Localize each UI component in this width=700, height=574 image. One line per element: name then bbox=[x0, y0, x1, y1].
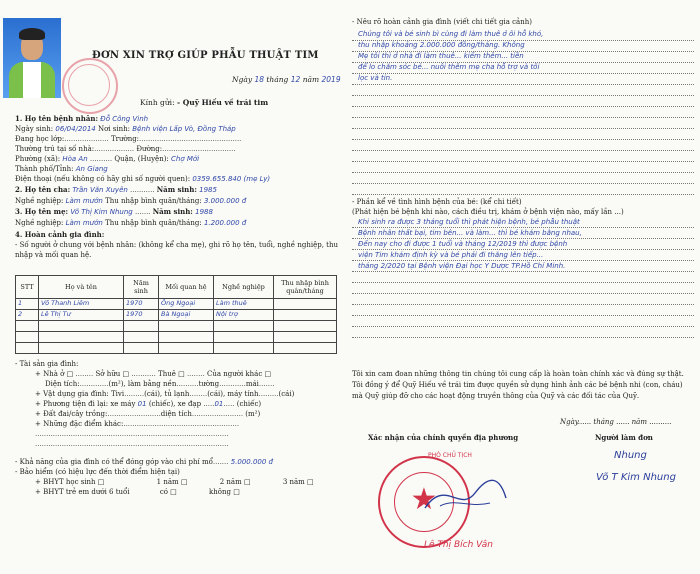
patient-phone-row: Điện thoại (nếu không có hãy ghi số người quen): 0359.655.840 (mẹ Ly) bbox=[15, 175, 271, 183]
assets-items-row: + Vật dụng gia đình: Tivi.........(cái), tủ lạnh........(cái), máy tính.........(cái) bbox=[35, 390, 295, 398]
assets-features-row: + Những đặc điểm khác:.................................................... bbox=[35, 420, 240, 428]
commitment-3: mà Quỹ giúp đỡ cho các hoạt động truyền thông của Quỹ và các đối tác của Quỹ. bbox=[352, 392, 640, 400]
official-signature-scribble bbox=[420, 468, 510, 518]
table-row bbox=[16, 321, 337, 332]
applicant-signature: Nhung bbox=[614, 450, 647, 461]
patient-dob-row: Ngày sinh: 06/04/2014 Nơi sinh: Bệnh viện Lấp Vò, Đồng Tháp bbox=[15, 125, 236, 133]
assets-land-row: + Đất đai/cây trồng:........................diện tích....................... (m²) bbox=[35, 410, 261, 418]
reason-line: Chúng tôi và bé sinh bì cùng đi làm thuê ở ôi hỗ khó, bbox=[358, 30, 544, 38]
assets-title: - Tài sản gia đình: bbox=[15, 360, 79, 368]
disease-line: tháng 2/2020 tại Bệnh viện Đại học Y Dược TP.Hồ Chí Minh. bbox=[358, 262, 566, 270]
form-title: ĐƠN XIN TRỢ GIÚP PHẪU THUẬT TIM bbox=[92, 50, 319, 61]
mother-job-row: Nghề nghiệp: Làm mướn Thu nhập bình quân/tháng: 1.200.000 đ bbox=[15, 219, 247, 227]
commitment-1: Tôi xin cam đoan những thông tin chúng tôi cung cấp là hoàn toàn chính xác và đúng sự thật. bbox=[352, 370, 684, 378]
family-intro-2: nhập và mối quan hệ. bbox=[15, 251, 92, 259]
table-row bbox=[16, 332, 337, 343]
reason-line: để lo chăm sóc bé... nuôi thêm mẹ cha hỗ trợ và tôi bbox=[358, 63, 540, 71]
assets-house-row: + Nhà ở □ ........ Sở hữu □ ........... Thuê □ ........ Của người khác □ bbox=[35, 370, 272, 378]
table-row: 1 Võ Thanh Liêm 1970 Ông Ngoại Làm thuê bbox=[16, 299, 337, 310]
local-authority-label: Xác nhận của chính quyền địa phương bbox=[368, 433, 519, 442]
reason-line: thu nhập khoảng 2.000.000 đồng/tháng. Không bbox=[358, 41, 525, 49]
table-row bbox=[16, 343, 337, 354]
disease-line: Đến nay cho đi được 1 tuổi và tháng 12/2019 thì được bệnh bbox=[358, 240, 568, 248]
disease-line: viện Tim khám định kỳ và bé phải đi thăng lên tiếp... bbox=[358, 251, 544, 259]
insurance-row-2: + BHYT trẻ em dưới 6 tuổi có □ không □ bbox=[35, 488, 240, 496]
mother-name-row: 3. Họ tên mẹ: Võ Thị Kim Nhung ....... Năm sinh: 1988 bbox=[15, 207, 213, 216]
patient-photo bbox=[3, 18, 61, 98]
stamp-title: PHÓ CHỦ TỊCH bbox=[428, 452, 472, 459]
applicant-name: Võ T Kim Nhung bbox=[596, 472, 676, 483]
patient-city-row: Thành phố/Tỉnh: An Giang bbox=[15, 165, 108, 173]
insurance-row-1: + BHYT học sinh □ 1 năm □ 2 năm □ 3 năm □ bbox=[35, 478, 314, 486]
sign-date: Ngày...... tháng ...... năm .......... bbox=[560, 418, 672, 426]
patient-name-row: 1. Họ tên bệnh nhân: Đỗ Công Vinh bbox=[15, 114, 149, 123]
applicant-label: Người làm đơn bbox=[595, 433, 653, 442]
recipient-line: Kính gửi: - Quỹ Hiếu về trái tim bbox=[140, 98, 269, 107]
assets-vehicle-row: + Phương tiện đi lại: xe máy 01 (chiếc), xe đạp .....01..... (chiếc) bbox=[35, 400, 262, 408]
disease-label: - Phần kể về tình hình bệnh của bé: (kể chi tiết) bbox=[352, 198, 522, 206]
commitment-2: Tôi đồng ý để Quỹ Hiếu về trái tim được quyền sử dụng hình ảnh các bé bệnh nhi (con, cháu) bbox=[352, 381, 683, 389]
reason-label: - Nêu rõ hoàn cảnh gia đình (viết chi tiết gia cảnh) bbox=[352, 18, 532, 26]
disease-line: Khi sinh ra được 3 tháng tuổi thì phát hiện bệnh, bé phẫu thuật bbox=[358, 218, 580, 226]
patient-address-row: Thường trú tại số nhà:.................. Đường:................................. bbox=[15, 145, 236, 153]
disease-hint: (Phát hiện bé bệnh khi nào, cách điều trị, khám ở bệnh viện nào, mấy lần ...) bbox=[352, 208, 624, 216]
official-name: Lê Thị Bích Vân bbox=[424, 540, 493, 550]
insurance-title: - Bảo hiểm (có hiệu lực đến thời điểm hiện tại) bbox=[15, 468, 180, 476]
father-job-row: Nghề nghiệp: Làm mướn Thu nhập bình quân/tháng: 3.000.000 đ bbox=[15, 197, 247, 205]
family-table bbox=[15, 275, 337, 354]
family-section-title: 4. Hoàn cảnh gia đình: bbox=[15, 230, 105, 239]
left-column: ĐƠN XIN TRỢ GIÚP PHẪU THUẬT TIM Ngày 18 tháng 12 năm 2019 Kính gửi: - Quỹ Hiếu về trái tim 1. Họ tên bệnh nhân: Đỗ Công Vinh Ngày sinh: 06/04/2014 Nơi sinh: Bệnh viện Lấp Vò, Đồng Tháp Đang học lớp:.................... Trường:.............................................. Thường trú tại số nhà:.................. Đường:................................. Phường (xã): Hòa An .......... Quận, (Huyện): Chợ Mới Thành phố/Tỉnh: An Giang Điện thoại (nếu không có hãy ghi số người quen): 0359.655.840 (mẹ Ly) 2. Họ tên cha: Trần Văn Xuyên ........... Năm sinh: 1985 Nghề nghiệp: Làm mướn Thu nhập bình quân/tháng: 3.000.000 đ 3. Họ tên mẹ: Võ Thị Kim Nhung ....... Năm sinh: 1988 Nghề nghiệp: Làm mướn Thu nhập bình quân/tháng: 1.200.000 đ 4. Hoàn cảnh gia đình: - Số người ở chung với bệnh nhân: (không kể cha mẹ), ghi rõ họ tên, tuổi, nghề nghiệp, thu nhập và mối quan hệ. STT Họ và tên Năm sinh Mối quan hệ Nghề nghiệp Thu nhập bình quân/tháng 1 Võ Thanh Liêm 1970 Ông Ngoại Làm thuê 2 Lê Thị Tư 1970 Bà Ngoại Nội trợ - Tài sản gia đình: + Nhà ở □ ........ Sở hữu □ ........... Thuê □ ........ Của người khác □ Diện tích:.............(m²), làm bằng nền..........tường............mái....... + Vật dụng gia đình: Tivi.........(cái), tủ lạnh........(cái), máy tính.........(cái) + Phương tiện đi lại: xe máy 01 (chiếc), xe đạp .....01..... (chiếc) + Đất đai/cây trồng:........................diện tích....................... (m²) + Những đặc điểm khác:.................................................... ....................................................................................... ....................................................................................... - Khả năng của gia đình có thể đóng góp vào chi phí mổ....... 5.000.000 đ - Bảo hiểm (có hiệu lực đến thời điểm hiện tại) + BHYT học sinh □ 1 năm □ 2 năm □ 3 năm □ + BHYT trẻ em dưới 6 tuổi có □ không □ bbox=[0, 0, 345, 574]
disease-line: Bệnh nhân thất bại, tim bên... và làm... thì bé khám bằng nhau, bbox=[358, 229, 582, 237]
patient-ward-row: Phường (xã): Hòa An .......... Quận, (Huyện): Chợ Mới bbox=[15, 155, 200, 163]
family-intro: - Số người ở chung với bệnh nhân: (không kể cha mẹ), ghi rõ họ tên, tuổi, nghề nghiệp, thu bbox=[15, 241, 338, 249]
assets-area-row: Diện tích:.............(m²), làm bằng nền..........tường............mái....... bbox=[45, 380, 275, 388]
ability-row: - Khả năng của gia đình có thể đóng góp vào chi phí mổ....... 5.000.000 đ bbox=[15, 458, 273, 466]
star-icon: ★ bbox=[410, 482, 438, 517]
reason-line: Mẹ tôi thì ở nhà đi làm thuê... kiếm thêm... tiền bbox=[358, 52, 524, 60]
table-row: 2 Lê Thị Tư 1970 Bà Ngoại Nội trợ bbox=[16, 310, 337, 321]
patient-study-row: Đang học lớp:.................... Trường:.............................................. bbox=[15, 135, 242, 143]
reason-line: lọc và tin. bbox=[358, 74, 393, 82]
table-header-row: STT Họ và tên Năm sinh Mối quan hệ Nghề nghiệp Thu nhập bình quân/tháng bbox=[16, 276, 337, 299]
father-name-row: 2. Họ tên cha: Trần Văn Xuyên ........... Năm sinh: 1985 bbox=[15, 185, 217, 194]
form-date: Ngày 18 tháng 12 năm 2019 bbox=[232, 75, 341, 84]
